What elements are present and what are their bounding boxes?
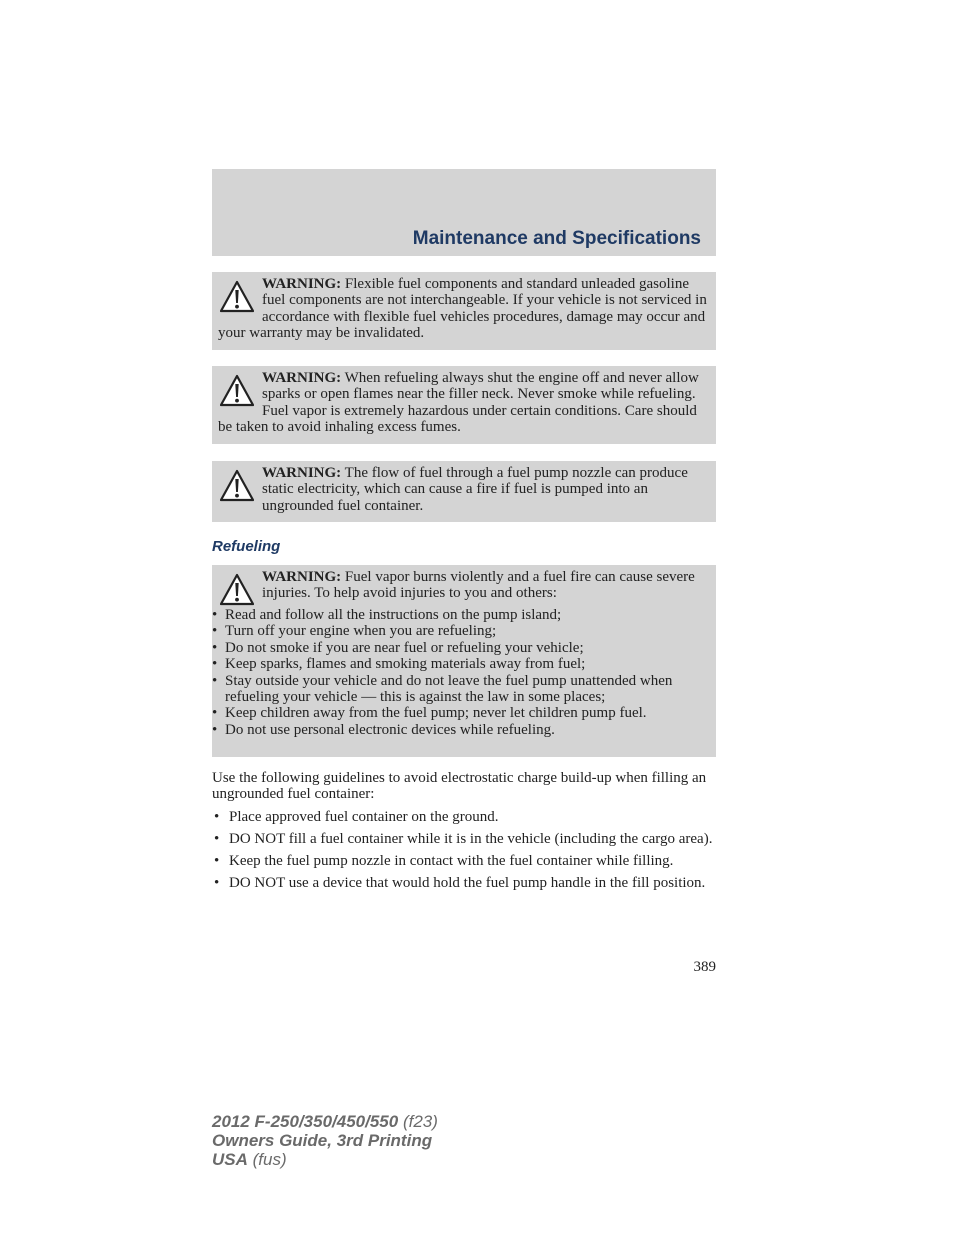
warning-bullet-list — [218, 607, 710, 738]
warning-text: The flow of fuel through a fuel pump nozzle can produce static electricity, which can cause a fire if fuel is pumped into an ungrounded fuel container. — [262, 465, 688, 514]
list-item: • Do not smoke if you are near fuel or refueling your vehicle; — [212, 640, 710, 656]
footer-market: USA — [212, 1150, 248, 1169]
warning-label: WARNING: — [262, 465, 342, 481]
page-title: Maintenance and Specifications — [412, 228, 701, 249]
footer-edition-info — [212, 1112, 438, 1169]
warning-label: WARNING: — [262, 370, 342, 386]
warning-triangle-icon — [220, 573, 254, 607]
warning-triangle-icon — [220, 280, 254, 314]
warning-box-fuel-vapor — [212, 565, 716, 757]
warning-text: When refueling always shut the engine off and never allow sparks or open flames near the filler neck. Never smoke while refueling. Fuel vapor is extremely hazardous under certain conditions. Care should be taken to avoid inhaling excess fumes. — [218, 370, 699, 436]
warning-text: Fuel vapor burns violently and a fuel fire can cause severe injuries. To help avoid injuries to you and others: — [262, 569, 695, 602]
page-number: 389 — [693, 959, 716, 975]
warning-box-static-electricity — [212, 461, 716, 522]
list-item: • Do not use personal electronic devices while refueling. — [212, 722, 710, 738]
guidelines-intro: Use the following guidelines to avoid electrostatic charge build-up when filling an ungrounded fuel container: — [212, 770, 707, 803]
section-title-refueling: Refueling — [212, 538, 281, 555]
list-item: • Turn off your engine when you are refueling; — [212, 623, 710, 639]
footer-model: 2012 F-250/350/450/550 — [212, 1112, 399, 1131]
list-item: • Keep children away from the fuel pump; never let children pump fuel. — [212, 705, 710, 721]
list-item: • Stay outside your vehicle and do not leave the fuel pump unattended when refueling your vehicle — this is against the law in some places; — [212, 673, 710, 706]
header-band — [212, 169, 716, 256]
guidelines-list — [212, 809, 716, 897]
warning-triangle-icon — [220, 469, 254, 503]
warning-label: WARNING: — [262, 276, 342, 292]
warning-box-flex-fuel — [212, 272, 716, 350]
warning-box-refueling-engine-off — [212, 366, 716, 444]
list-item: • DO NOT use a device that would hold the fuel pump handle in the fill position. — [212, 875, 716, 891]
warning-label: WARNING: — [262, 569, 342, 585]
list-item: • Keep sparks, flames and smoking materials away from fuel; — [212, 656, 710, 672]
list-item: • DO NOT fill a fuel container while it is in the vehicle (including the cargo area). — [212, 831, 716, 847]
footer-market-code: (fus) — [247, 1150, 287, 1169]
warning-triangle-icon — [220, 374, 254, 408]
warning-text: Flexible fuel components and standard unleaded gasoline fuel components are not interchangeable. If your vehicle is not serviced in accordance with flexible fuel vehicles procedures, damage may occur and your warranty may be invalidated. — [218, 276, 707, 342]
footer-printing: Owners Guide, 3rd Printing — [212, 1131, 433, 1150]
list-item: • Keep the fuel pump nozzle in contact with the fuel container while filling. — [212, 853, 716, 869]
footer-model-code: (f23) — [398, 1112, 438, 1131]
list-item: • Read and follow all the instructions on the pump island; — [212, 607, 710, 623]
list-item: • Place approved fuel container on the ground. — [212, 809, 716, 825]
